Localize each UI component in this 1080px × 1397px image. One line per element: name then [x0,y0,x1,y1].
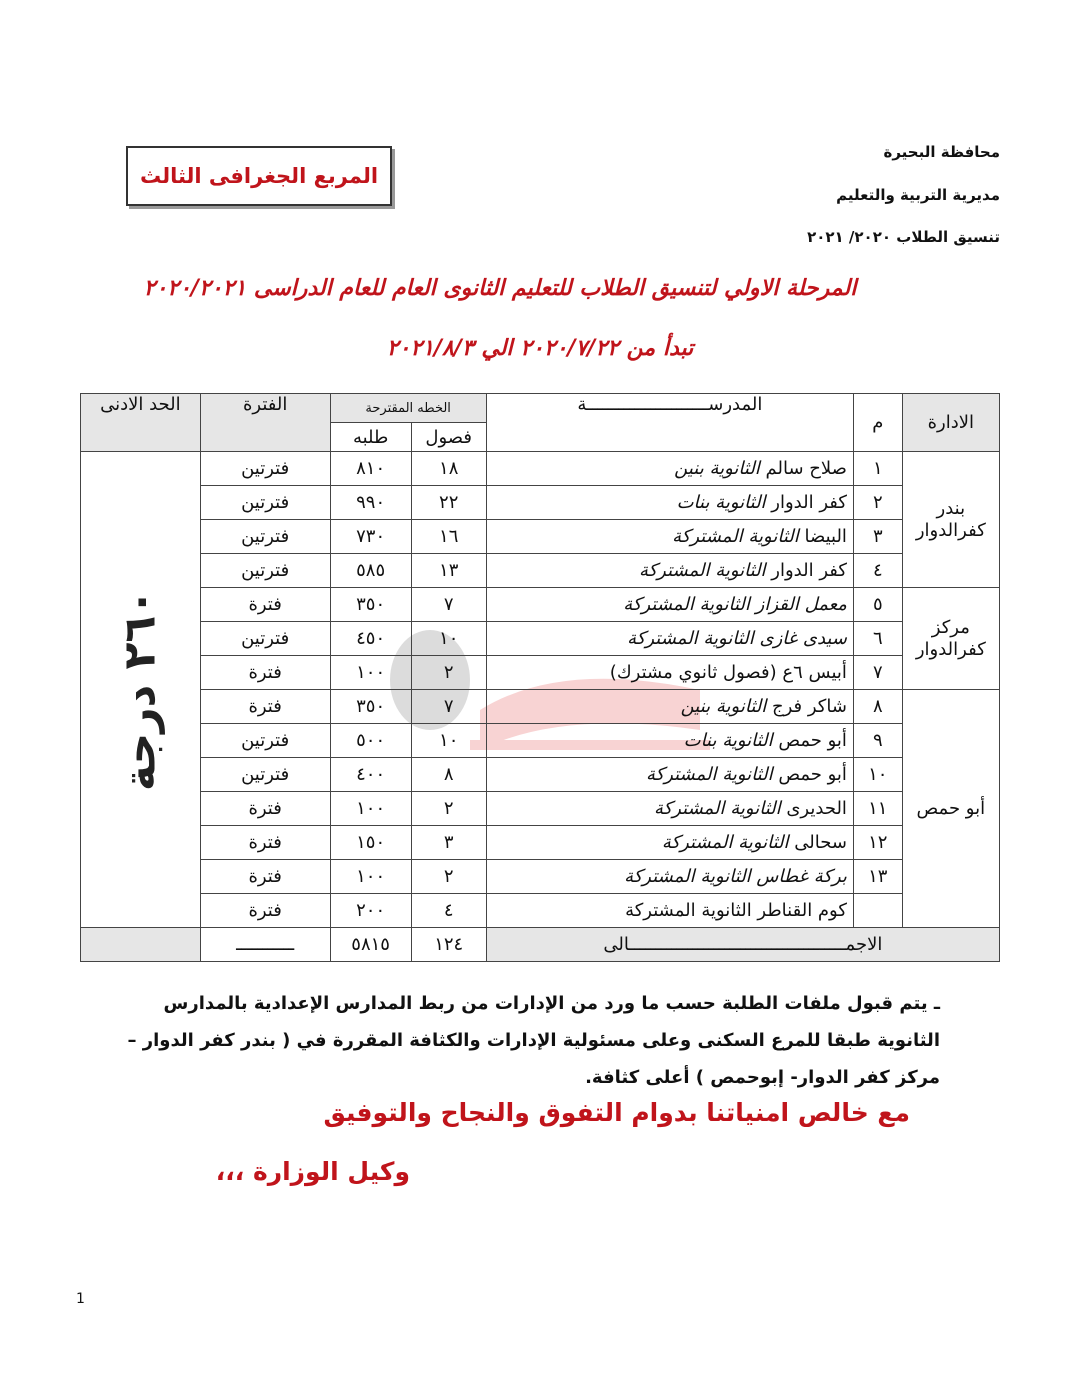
cell-fusool: ١٨ [411,452,486,486]
school-name-italic: الثانوية بنات [683,730,773,751]
document-subtitle-dates: تبدأ من ٢٠٢٠/٧/٢٢ الي ٢٠٢١/٨/٣ [386,336,694,361]
cell-fusool: ٢ [411,860,486,894]
table-row [81,656,1000,690]
cell-fatra: فترتين [200,452,330,486]
row-number: ١٣ [853,860,902,894]
header-governorate: محافظة البحيرة [883,143,1000,161]
cell-fusool: ٢٢ [411,486,486,520]
row-number: ٨ [853,690,902,724]
cell-tulab: ٤٥٠ [330,622,411,656]
cell-tulab: ٢٠٠ [330,894,411,928]
cell-tulab: ٣٥٠ [330,588,411,622]
school-name-italic: الثانوية المشتركة [638,560,766,581]
row-number: ١٠ [853,758,902,792]
school-name [486,622,853,656]
row-number: ٦ [853,622,902,656]
school-name-italic: الثانوية المشتركة [661,832,789,853]
school-name-italic: الثانوية المشتركة [672,526,799,547]
page-number: 1 [76,1291,85,1307]
admin-group-cell: أبو حمص [902,690,999,928]
cell-fusool: ٨ [411,758,486,792]
admin-group-cell: بندر كفرالدوار [902,452,999,588]
school-name [486,860,853,894]
cell-fatra: فترتين [200,724,330,758]
table-row [81,622,1000,656]
cell-fatra: فترة [200,690,330,724]
row-number: ٧ [853,656,902,690]
cell-tulab: ٩٩٠ [330,486,411,520]
school-name-plain: صلاح سالم [759,458,847,479]
row-number: ٥ [853,588,902,622]
table-row [81,554,1000,588]
admission-note: ـ يتم قبول ملفات الطلبة حسب ما ورد من الإدارات من ربط المدارس الإعدادية بالمدارس الثانوية طبقا للمرع السكنى وعلى مسئولية الإدارات والكثافة المقررة في ( بندر كفر الدوار – مركز كفر الدوار- إبوحمص ) أعلى كثافة. [127,993,940,1088]
row-number: ٩ [853,724,902,758]
row-number: ٣ [853,520,902,554]
school-name-plain: كوم القناطر الثانوية المشتركة [625,900,847,921]
school-name [486,690,853,724]
cell-fatra: فترتين [200,622,330,656]
cell-fatra: فترتين [200,486,330,520]
total-empty-cell [81,928,201,962]
header-plan: الخطه المقترحة [330,394,486,423]
table-body [81,452,1000,928]
cell-fusool: ٢ [411,656,486,690]
header-hadd: الحد الادنى [81,394,201,452]
cell-tulab: ١٠٠ [330,656,411,690]
row-number: ١٢ [853,826,902,860]
cell-tulab: ٧٣٠ [330,520,411,554]
school-name [486,588,853,622]
school-name [486,758,853,792]
school-name [486,894,853,928]
school-name [486,826,853,860]
row-number: ١١ [853,792,902,826]
table-row [81,826,1000,860]
geographic-square-box [126,146,392,206]
school-name-plain: الحديرى [780,798,847,819]
row-number [853,894,902,928]
admin-group-cell: مركز كفرالدوار [902,588,999,690]
cell-fusool: ١٠ [411,622,486,656]
cell-fatra: فترتين [200,758,330,792]
school-name-italic: الثانوية المشتركة [645,764,773,785]
school-name-italic: الثانوية بنين [674,458,760,479]
total-label: الاجمـــــــــــــــــــــــــــــــــــــــــالى [486,928,999,962]
geographic-square-label: المربع الجغرافى الثالث [139,164,379,188]
school-name-plain: أبو حمص [772,764,847,785]
school-name [486,486,853,520]
school-name [486,724,853,758]
cell-fatra: فترة [200,894,330,928]
table-row [81,486,1000,520]
cell-tulab: ١٠٠ [330,792,411,826]
header-idara: الادارة [902,394,999,452]
document-title: المرحلة الاولي لتنسيق الطلاب للتعليم الثانوى العام للعام الدراسى ٢٠٢٠/٢٠٢١ [143,276,857,301]
header-fusool: فصول [411,423,486,452]
school-name [486,792,853,826]
school-name-italic: سيدى غازى الثانوية المشتركة [627,628,847,649]
school-name-plain: أبو حمص [772,730,847,751]
cell-tulab: ٥٠٠ [330,724,411,758]
cell-fusool: ١٣ [411,554,486,588]
school-name-plain: البيضا [798,526,847,547]
cell-fusool: ١٦ [411,520,486,554]
total-fusool: ١٢٤ [411,928,486,962]
table-row [81,792,1000,826]
header-tulab: طلبه [330,423,411,452]
school-name-plain: كفر الدوار [765,492,847,513]
cell-fatra: فترة [200,656,330,690]
table-row [81,452,1000,486]
school-name [486,554,853,588]
cell-tulab: ١٥٠ [330,826,411,860]
cell-fusool: ٣ [411,826,486,860]
row-number: ٤ [853,554,902,588]
min-score-text: ٢٦٠ درجة [114,588,166,791]
header-directorate: مديرية التربية والتعليم [836,186,1000,204]
row-number: ٢ [853,486,902,520]
header-fatra: الفترة [200,394,330,452]
header-coordination: تنسيق الطلاب ٢٠٢٠/ ٢٠٢١ [807,228,1000,246]
table-row [81,588,1000,622]
cell-fatra: فترة [200,792,330,826]
cell-fatra: فترة [200,588,330,622]
closing-wish: مع خالص امنياتنا بدوام التفوق والنجاح والتوفيق [323,1098,910,1127]
school-name [486,520,853,554]
cell-tulab: ٨١٠ [330,452,411,486]
table-row [81,690,1000,724]
total-tulab: ٥٨١٥ [330,928,411,962]
cell-fusool: ١٠ [411,724,486,758]
school-name-italic: الثانوية بنين [680,696,767,717]
total-fatra: ـــــــــــ [200,928,330,962]
cell-fusool: ٢ [411,792,486,826]
cell-fatra: فترتين [200,554,330,588]
cell-fatra: فترة [200,826,330,860]
table-row [81,520,1000,554]
school-name-plain: شاكر فرج [766,696,847,717]
cell-fatra: فترة [200,860,330,894]
school-name [486,452,853,486]
table-row [81,758,1000,792]
cell-fusool: ٤ [411,894,486,928]
cell-fusool: ٧ [411,588,486,622]
school-name [486,656,853,690]
school-name-italic: معمل القزاز الثانوية المشتركة [623,594,847,615]
cell-fatra: فترتين [200,520,330,554]
row-number: ١ [853,452,902,486]
table-row [81,860,1000,894]
header-m: م [853,394,902,452]
table-row [81,724,1000,758]
school-name-italic: الثانوية بنات [676,492,766,513]
cell-tulab: ١٠٠ [330,860,411,894]
cell-tulab: ٤٠٠ [330,758,411,792]
signature: وكيل الوزارة ،،، [215,1157,410,1186]
school-name-plain: سحالى [788,832,847,853]
cell-tulab: ٥٨٥ [330,554,411,588]
cell-tulab: ٣٥٠ [330,690,411,724]
schools-table [80,393,1000,962]
school-name-italic: الثانوية المشتركة [654,798,781,819]
school-name-plain: أبيس ٦ع (فصول ثانوي مشترك) [609,662,847,683]
school-name-italic: بركة غطاس الثانوية المشتركة [624,866,847,887]
header-school: المدرســـــــــــــــــــــــة [486,394,853,452]
table-row [81,894,1000,928]
min-score-cell [81,452,201,928]
school-name-plain: كفر الدوار [765,560,847,581]
cell-fusool: ٧ [411,690,486,724]
